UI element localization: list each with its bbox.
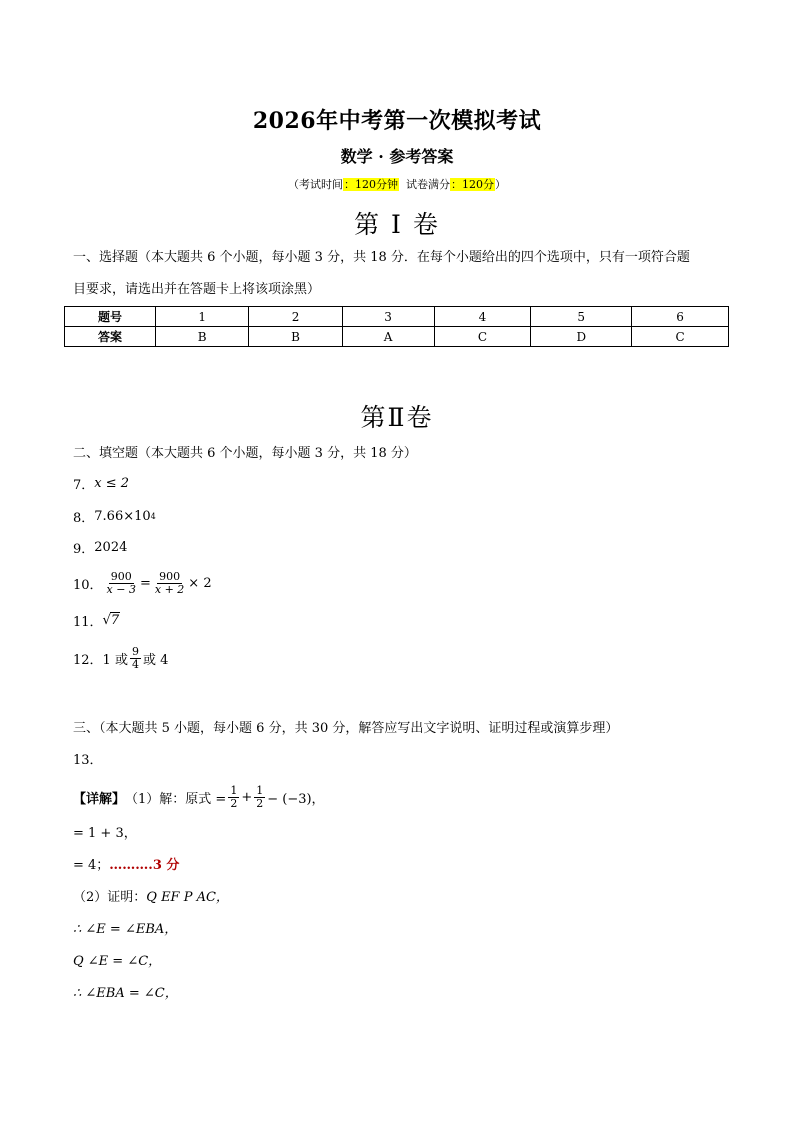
table-cell: 6	[632, 307, 729, 327]
fraction-denominator: 2	[256, 796, 264, 810]
proof-line-1: Q EF P AC，	[146, 889, 229, 905]
q8-number: 8．	[73, 510, 95, 526]
q10-number: 10．	[73, 577, 103, 593]
q13-detail-1	[73, 780, 325, 814]
table-cell: B	[156, 327, 249, 347]
exam-info-open: （考试时间	[288, 178, 343, 191]
answer-table-row-answers	[65, 327, 729, 347]
fraction-denominator: x − 3	[106, 582, 136, 596]
page-subtitle: 数学 · 参考答案	[340, 147, 454, 166]
row-label-answer: 答案	[65, 327, 156, 347]
fraction-numerator: 1	[256, 783, 264, 797]
q10-equals: =	[139, 575, 151, 591]
section-2-intro: 二、填空题（本大题共 6 个小题，每小题 3 分，共 18 分）	[73, 445, 417, 461]
sqrt-symbol: √ 7	[102, 613, 120, 628]
q13-proof-2: ∴ ∠E = ∠EBA，	[73, 921, 178, 937]
step-3-text: = 4；	[73, 857, 110, 873]
answer-q10	[73, 566, 212, 600]
answer-table-row-numbers	[65, 307, 729, 327]
q11-radicand: 7	[110, 613, 120, 628]
volume-1-heading: 第 I 卷	[354, 210, 440, 239]
q7-answer: x ≤ 2	[94, 475, 130, 491]
q10-tail: × 2	[188, 575, 212, 591]
table-cell: A	[342, 327, 434, 347]
answer-q11	[73, 609, 120, 631]
table-cell: 1	[156, 307, 249, 327]
q12-part-a: 1 或	[102, 652, 128, 668]
section-3-intro: 三、（本大题共 5 小题，每小题 6 分，共 30 分，解答应写出文字说明、证明过程或演算步理）	[73, 720, 619, 736]
table-cell: 5	[531, 307, 632, 327]
q13-proof-1	[73, 884, 229, 906]
section-1-line-1: 一、选择题（本大题共 6 个小题，每小题 3 分，共 18 分．在每个小题给出的四个选项中，只有一项符合题	[73, 250, 690, 265]
answer-q7	[73, 472, 129, 494]
q12-part-b: 或 4	[142, 652, 169, 668]
exam-full-score: ：120分	[451, 178, 494, 191]
score-marker: ……….3 分	[109, 857, 180, 873]
detail-part-1: （1）解：原式 =	[125, 791, 227, 807]
q13-step-3	[73, 852, 179, 874]
q10-fraction-left	[105, 571, 138, 596]
table-cell: B	[249, 327, 342, 347]
table-cell: C	[632, 327, 729, 347]
answer-q8	[73, 505, 156, 527]
q10-fraction-right	[153, 571, 186, 596]
answer-q9	[73, 536, 127, 558]
table-cell: D	[531, 327, 632, 347]
fraction-denominator: x + 2	[154, 582, 185, 596]
q13-proof-3: Q ∠E = ∠C，	[73, 953, 162, 969]
q9-number: 9．	[73, 541, 95, 557]
detail-fraction-1	[228, 785, 239, 810]
table-cell: 2	[249, 307, 342, 327]
answer-table	[64, 306, 729, 347]
detail-label: 【详解】	[73, 791, 126, 807]
q13-step-2: = 1 + 3，	[73, 825, 137, 841]
detail-fraction-2	[254, 785, 265, 810]
fraction-numerator: 900	[110, 569, 132, 583]
proof-heading: （2）证明：	[73, 889, 147, 905]
fraction-numerator: 900	[159, 569, 181, 583]
exam-info-close: ）	[495, 178, 506, 191]
fraction-numerator: 1	[230, 783, 238, 797]
table-cell: C	[434, 327, 531, 347]
fraction-numerator: 9	[131, 644, 139, 658]
q12-number: 12．	[73, 652, 103, 668]
q7-number: 7．	[73, 477, 95, 493]
fraction-denominator: 2	[230, 796, 238, 810]
page-title: 2026年中考第一次模拟考试	[252, 108, 542, 134]
section-1-intro	[73, 242, 734, 306]
row-label-number: 题号	[65, 307, 156, 327]
q8-base: 7.66×10	[94, 508, 151, 524]
exam-info	[0, 176, 794, 192]
fraction-denominator: 4	[131, 657, 139, 671]
q13-number: 13．	[73, 752, 103, 768]
plus-sign: +	[241, 789, 253, 805]
q9-answer: 2024	[94, 539, 128, 555]
q11-number: 11．	[73, 614, 103, 630]
volume-2-heading: 第Ⅱ卷	[360, 403, 434, 432]
detail-tail: − (−3)，	[267, 791, 325, 807]
exam-time: ：120分钟	[344, 178, 398, 191]
q12-fraction	[130, 646, 141, 671]
section-1-line-2: 目要求，请选出并在答题卡上将该项涂黑）	[73, 282, 321, 297]
q13-proof-4: ∴ ∠EBA = ∠C，	[73, 985, 178, 1001]
answer-q12	[73, 640, 168, 676]
q8-exponent: 4	[150, 511, 156, 521]
table-cell: 4	[434, 307, 531, 327]
exam-info-mid: 试卷满分	[399, 178, 450, 191]
table-cell: 3	[342, 307, 434, 327]
